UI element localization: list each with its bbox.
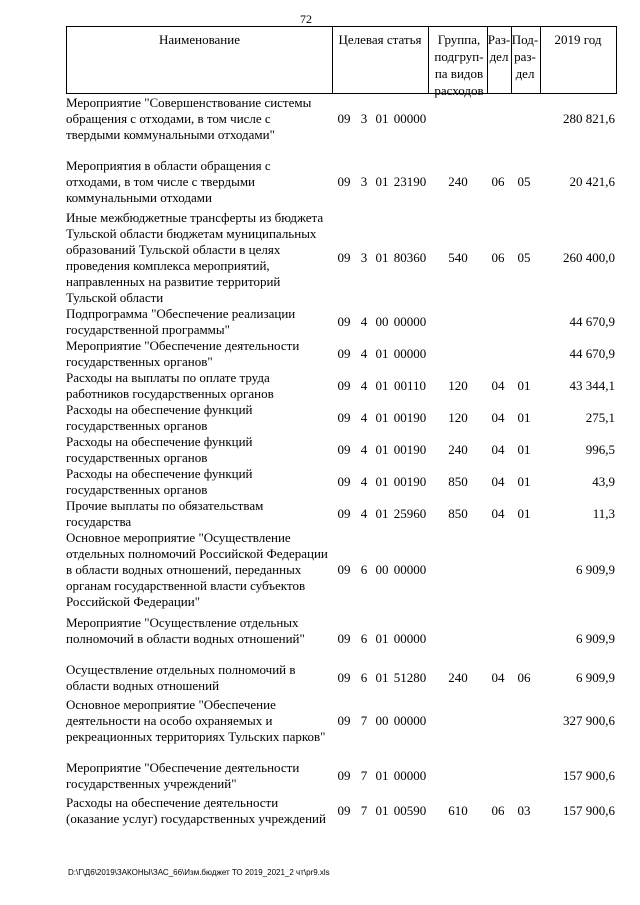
header-year: 2019 год xyxy=(554,32,602,47)
table-row xyxy=(66,210,617,306)
code-program: 09 xyxy=(337,111,351,126)
code-direction: 51280 xyxy=(393,670,427,685)
amount: 44 670,9 xyxy=(569,346,615,361)
row-name: Мероприятие "Осуществление отдельных полномочий в области водных отношений" xyxy=(66,615,305,646)
code-direction: 25960 xyxy=(393,506,427,521)
expense-group: 120 xyxy=(448,410,468,425)
amount: 327 900,6 xyxy=(563,713,615,728)
code-subprogram: 4 xyxy=(360,474,368,489)
expense-group: 610 xyxy=(448,803,468,818)
table-row xyxy=(66,615,617,647)
table-row xyxy=(66,795,617,827)
code-event: 01 xyxy=(375,442,389,457)
table-row xyxy=(66,760,617,792)
code-program: 09 xyxy=(337,346,351,361)
code-direction: 00000 xyxy=(393,768,427,783)
amount: 44 670,9 xyxy=(569,314,615,329)
razdel: 04 xyxy=(491,410,505,425)
row-name: Мероприятие "Совершенствование системы обращения с отходами, в том числе с твердыми коммунальными отходами" xyxy=(66,95,312,142)
row-name: Подпрограмма "Обеспечение реализации государственной программы" xyxy=(66,306,296,337)
header-target: Целевая статья xyxy=(338,32,422,47)
row-name: Основное мероприятие "Обеспечение деятельности на особо охраняемых и рекреационных территориях Тульских парков" xyxy=(66,697,326,744)
code-subprogram: 6 xyxy=(360,670,368,685)
amount: 6 909,9 xyxy=(576,670,615,685)
code-program: 09 xyxy=(337,474,351,489)
razdel: 04 xyxy=(491,506,505,521)
expense-group: 240 xyxy=(448,174,468,189)
code-subprogram: 4 xyxy=(360,378,368,393)
razdel: 04 xyxy=(491,474,505,489)
amount: 11,3 xyxy=(592,506,615,521)
table-row xyxy=(66,530,617,610)
row-name: Осуществление отдельных полномочий в области водных отношений xyxy=(66,662,296,693)
code-subprogram: 7 xyxy=(360,803,368,818)
table-row xyxy=(66,466,617,498)
code-event: 01 xyxy=(375,631,389,646)
code-direction: 00190 xyxy=(393,442,427,457)
row-name: Расходы на обеспечение функций государственных органов xyxy=(66,466,253,497)
podrazdel: 01 xyxy=(517,474,531,489)
code-subprogram: 4 xyxy=(360,442,368,457)
code-subprogram: 4 xyxy=(360,410,368,425)
amount: 6 909,9 xyxy=(576,631,615,646)
amount: 43,9 xyxy=(592,474,615,489)
code-program: 09 xyxy=(337,410,351,425)
code-program: 09 xyxy=(337,768,351,783)
amount: 280 821,6 xyxy=(563,111,615,126)
code-subprogram: 4 xyxy=(360,346,368,361)
expense-group: 540 xyxy=(448,250,468,265)
code-event: 01 xyxy=(375,474,389,489)
code-direction: 80360 xyxy=(393,250,427,265)
code-subprogram: 6 xyxy=(360,562,368,577)
code-program: 09 xyxy=(337,713,351,728)
code-direction: 23190 xyxy=(393,174,427,189)
code-event: 00 xyxy=(375,713,389,728)
code-subprogram: 4 xyxy=(360,314,368,329)
header-group: Группа, подгруп- па видов расходов xyxy=(434,32,484,98)
code-event: 01 xyxy=(375,410,389,425)
amount: 43 344,1 xyxy=(569,378,615,393)
page-number: 72 xyxy=(300,12,312,26)
amount: 157 900,6 xyxy=(563,768,615,783)
code-event: 01 xyxy=(375,506,389,521)
row-name: Расходы на обеспечение функций государственных органов xyxy=(66,402,253,433)
code-event: 00 xyxy=(375,314,389,329)
expense-group: 850 xyxy=(448,506,468,521)
razdel: 04 xyxy=(491,378,505,393)
razdel: 06 xyxy=(491,174,505,189)
table-row xyxy=(66,662,617,694)
razdel: 04 xyxy=(491,442,505,457)
table-row xyxy=(66,402,617,434)
code-program: 09 xyxy=(337,314,351,329)
amount: 6 909,9 xyxy=(576,562,615,577)
podrazdel: 01 xyxy=(517,410,531,425)
code-event: 01 xyxy=(375,111,389,126)
file-path-footer: D:\Г\Д6\2019\ЗАКОНЫ\ЗАС_66\Изм.бюджет ТО 2019_2021_2 чт\pr9.xls xyxy=(68,868,330,877)
table-row xyxy=(66,697,617,745)
code-direction: 00000 xyxy=(393,346,427,361)
row-name: Расходы на выплаты по оплате труда работников государственных органов xyxy=(66,370,274,401)
table-row xyxy=(66,498,617,530)
code-program: 09 xyxy=(337,174,351,189)
code-subprogram: 4 xyxy=(360,506,368,521)
code-program: 09 xyxy=(337,562,351,577)
row-name: Мероприятия в области обращения с отходами, в том числе с твердыми коммунальными отходами xyxy=(66,158,271,205)
code-direction: 00000 xyxy=(393,111,427,126)
amount: 20 421,6 xyxy=(569,174,615,189)
table-row xyxy=(66,306,617,338)
code-direction: 00110 xyxy=(393,378,427,393)
table-row xyxy=(66,95,617,143)
code-direction: 00590 xyxy=(393,803,427,818)
amount: 996,5 xyxy=(585,442,615,457)
expense-group: 240 xyxy=(448,670,468,685)
expense-group: 120 xyxy=(448,378,468,393)
code-event: 01 xyxy=(375,174,389,189)
row-name: Иные межбюджетные трансферты из бюджета Тульской области бюджетам муниципальных образований Тульской области в целях проведения комплекса мероприятий, направленных на развитие территорий Тульской области xyxy=(66,210,324,305)
row-name: Расходы на обеспечение функций государственных органов xyxy=(66,434,253,465)
podrazdel: 01 xyxy=(517,442,531,457)
code-direction: 00000 xyxy=(393,713,427,728)
code-event: 00 xyxy=(375,562,389,577)
row-name: Расходы на обеспечение деятельности (оказание услуг) государственных учреждений xyxy=(66,795,326,826)
code-subprogram: 3 xyxy=(360,174,368,189)
code-program: 09 xyxy=(337,670,351,685)
code-direction: 00000 xyxy=(393,314,427,329)
row-name: Мероприятие "Обеспечение деятельности государственных органов" xyxy=(66,338,300,369)
table-header xyxy=(66,26,617,98)
code-subprogram: 3 xyxy=(360,250,368,265)
code-event: 01 xyxy=(375,803,389,818)
razdel: 06 xyxy=(491,803,505,818)
expense-group: 240 xyxy=(448,442,468,457)
code-program: 09 xyxy=(337,378,351,393)
razdel: 04 xyxy=(491,670,505,685)
code-subprogram: 7 xyxy=(360,713,368,728)
code-event: 01 xyxy=(375,346,389,361)
code-direction: 00000 xyxy=(393,562,427,577)
header-name: Наименование xyxy=(159,32,240,47)
code-event: 01 xyxy=(375,378,389,393)
row-name: Прочие выплаты по обязательствам государства xyxy=(66,498,264,529)
podrazdel: 03 xyxy=(517,803,531,818)
code-program: 09 xyxy=(337,506,351,521)
code-event: 01 xyxy=(375,250,389,265)
header-razdel: Раз- дел xyxy=(487,32,511,64)
table-row xyxy=(66,338,617,370)
code-subprogram: 6 xyxy=(360,631,368,646)
amount: 260 400,0 xyxy=(563,250,615,265)
code-direction: 00190 xyxy=(393,410,427,425)
podrazdel: 01 xyxy=(517,506,531,521)
amount: 157 900,6 xyxy=(563,803,615,818)
code-program: 09 xyxy=(337,631,351,646)
code-direction: 00000 xyxy=(393,631,427,646)
podrazdel: 06 xyxy=(517,670,531,685)
code-direction: 00190 xyxy=(393,474,427,489)
code-subprogram: 3 xyxy=(360,111,368,126)
code-program: 09 xyxy=(337,803,351,818)
podrazdel: 01 xyxy=(517,378,531,393)
table-row xyxy=(66,158,617,206)
row-name: Основное мероприятие "Осуществление отдельных полномочий Российской Федерации в области водных отношений, переданных органам государственной власти субъектов Российской Федерации" xyxy=(66,530,328,609)
code-subprogram: 7 xyxy=(360,768,368,783)
code-program: 09 xyxy=(337,250,351,265)
header-podrazdel: Под- раз- дел xyxy=(511,32,539,81)
podrazdel: 05 xyxy=(517,250,531,265)
podrazdel: 05 xyxy=(517,174,531,189)
table-row xyxy=(66,370,617,402)
code-program: 09 xyxy=(337,442,351,457)
code-event: 01 xyxy=(375,768,389,783)
razdel: 06 xyxy=(491,250,505,265)
row-name: Мероприятие "Обеспечение деятельности государственных учреждений" xyxy=(66,760,300,791)
expense-group: 850 xyxy=(448,474,468,489)
code-event: 01 xyxy=(375,670,389,685)
amount: 275,1 xyxy=(585,410,615,425)
table-row xyxy=(66,434,617,466)
